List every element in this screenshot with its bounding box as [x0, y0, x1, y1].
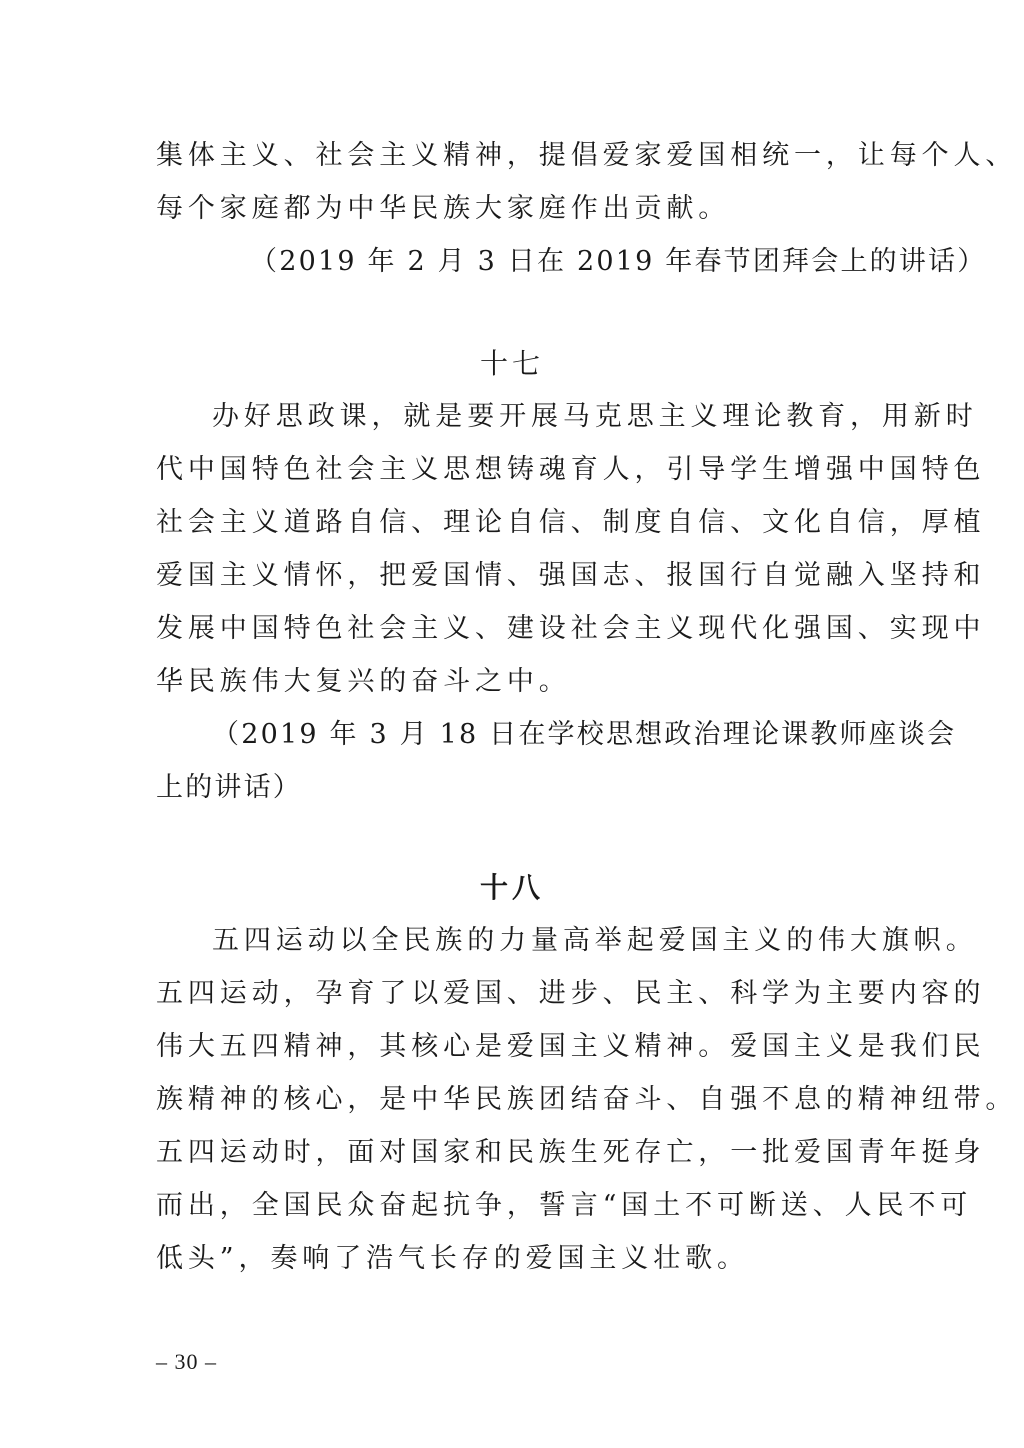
- body-line: 五四运动，孕育了以爱国、进步、民主、科学为主要内容的: [156, 978, 986, 1009]
- body-line: 华民族伟大复兴的奋斗之中。: [156, 666, 571, 697]
- body-line: 五四运动时，面对国家和民族生死存亡，一批爱国青年挺身: [156, 1137, 986, 1168]
- body-line: 五四运动以全民族的力量高举起爱国主义的伟大旗帜。: [212, 925, 978, 956]
- body-line: 低头”，奏响了浩气长存的爱国主义壮歌。: [156, 1243, 749, 1274]
- source-citation: （2019 年 3 月 18 日在学校思想政治理论课教师座谈会: [212, 719, 957, 750]
- body-line: 而出，全国民众奋起抗争，誓言“国土不可断送、人民不可: [156, 1190, 973, 1221]
- body-line: 爱国主义情怀，把爱国情、强国志、报国行自觉融入坚持和: [156, 560, 986, 591]
- source-citation: （2019 年 2 月 3 日在 2019 年春节团拜会上的讲话）: [250, 246, 987, 277]
- body-line: 伟大五四精神，其核心是爱国主义精神。爱国主义是我们民: [156, 1031, 986, 1062]
- page-number: – 30 –: [156, 1349, 217, 1374]
- body-line: 办好思政课，就是要开展马克思主义理论教育，用新时: [212, 401, 978, 432]
- body-line: 集体主义、社会主义精神，提倡爱家爱国相统一，让每个人、: [156, 140, 1018, 171]
- section-heading-17: 十七: [479, 347, 544, 380]
- section-heading-18: 十八: [479, 871, 544, 904]
- body-line: 族精神的核心，是中华民族团结奋斗、自强不息的精神纽带。: [156, 1084, 1018, 1115]
- body-line: 代中国特色社会主义思想铸魂育人，引导学生增强中国特色: [156, 454, 986, 485]
- body-line: 社会主义道路自信、理论自信、制度自信、文化自信，厚植: [156, 507, 986, 538]
- body-line: 每个家庭都为中华民族大家庭作出贡献。: [156, 193, 731, 224]
- source-citation: 上的讲话）: [156, 772, 302, 803]
- body-line: 发展中国特色社会主义、建设社会主义现代化强国、实现中: [156, 613, 986, 644]
